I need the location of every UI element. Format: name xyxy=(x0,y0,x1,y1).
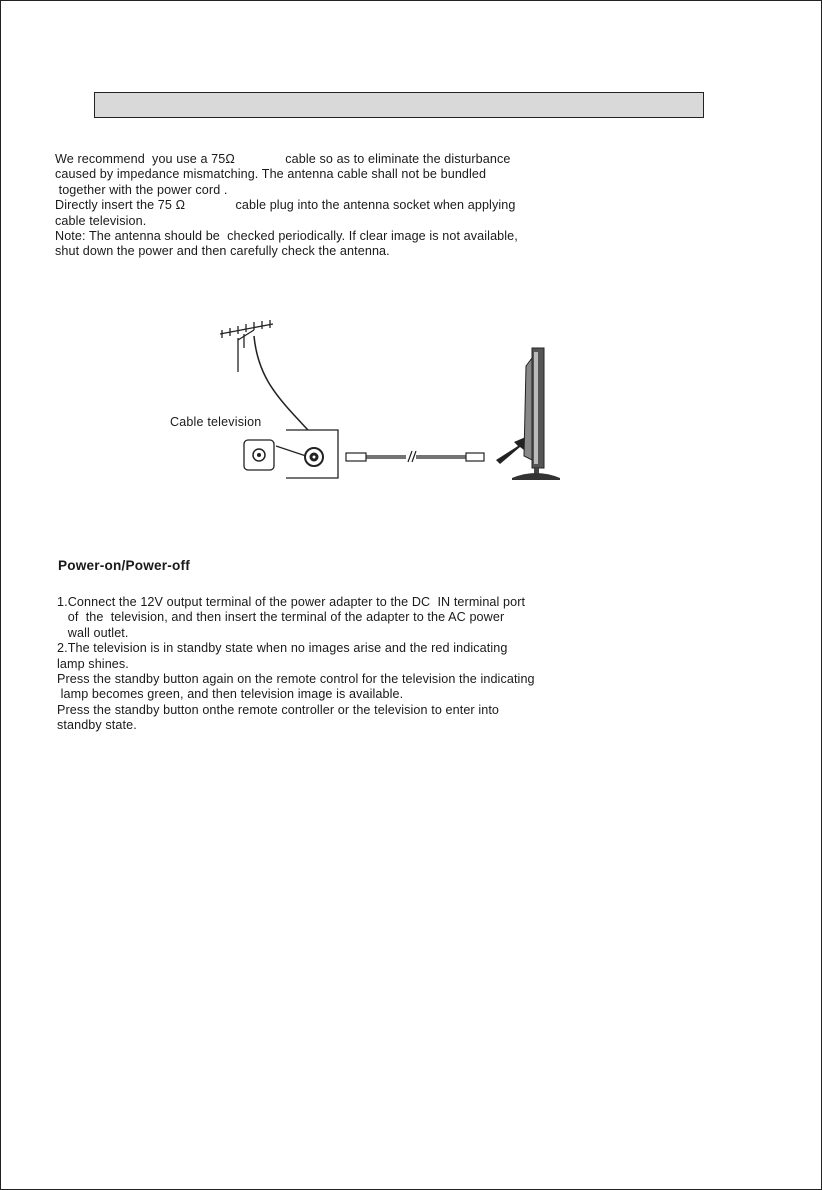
power-line: Press the standby button again on the remote control for the television the indicating xyxy=(57,671,535,686)
antenna-icon xyxy=(220,320,273,372)
power-line: 1.Connect the 12V output terminal of the power adapter to the DC IN terminal port xyxy=(57,595,526,609)
intro-line: together with the power cord . xyxy=(55,182,228,197)
intro-line: cable television. xyxy=(55,213,147,228)
section-header-bar xyxy=(94,92,704,118)
power-line: standby state. xyxy=(57,718,137,733)
power-line: Press the standby button onthe remote controller or the television to enter into xyxy=(57,702,500,717)
power-line: lamp shines. xyxy=(57,656,129,671)
power-line: wall outlet. xyxy=(57,625,129,640)
power-instructions xyxy=(57,595,535,734)
intro-line: Note: The antenna should be checked periodically. If clear image is not available, xyxy=(55,228,518,243)
diagram-svg xyxy=(170,318,578,488)
coax-cable-icon xyxy=(346,451,484,462)
power-line: of the television, and then insert the terminal of the adapter to the AC power xyxy=(57,610,505,625)
power-line: lamp becomes green, and then television image is available. xyxy=(57,687,404,702)
intro-line: shut down the power and then carefully check the antenna. xyxy=(55,244,390,259)
intro-paragraph xyxy=(55,152,518,260)
intro-line: Directly insert the 75 Ω cable plug into the antenna socket when applying xyxy=(55,198,516,213)
cable-connection-diagram xyxy=(170,318,578,488)
antenna-socket-panel xyxy=(276,430,338,478)
wall-socket-icon xyxy=(244,440,274,470)
intro-line: caused by impedance mismatching. The antenna cable shall not be bundled xyxy=(55,167,487,182)
antenna-cable xyxy=(254,336,308,430)
power-line: 2.The television is in standby state when no images arise and the red indicating xyxy=(57,641,508,656)
cable-television-label: Cable television xyxy=(170,415,262,429)
television-icon xyxy=(512,348,560,480)
arrow-icon xyxy=(496,436,528,464)
intro-line: We recommend you use a 75Ω cable so as to eliminate the disturbance xyxy=(55,152,511,166)
power-section-heading: Power-on/Power-off xyxy=(58,558,190,573)
